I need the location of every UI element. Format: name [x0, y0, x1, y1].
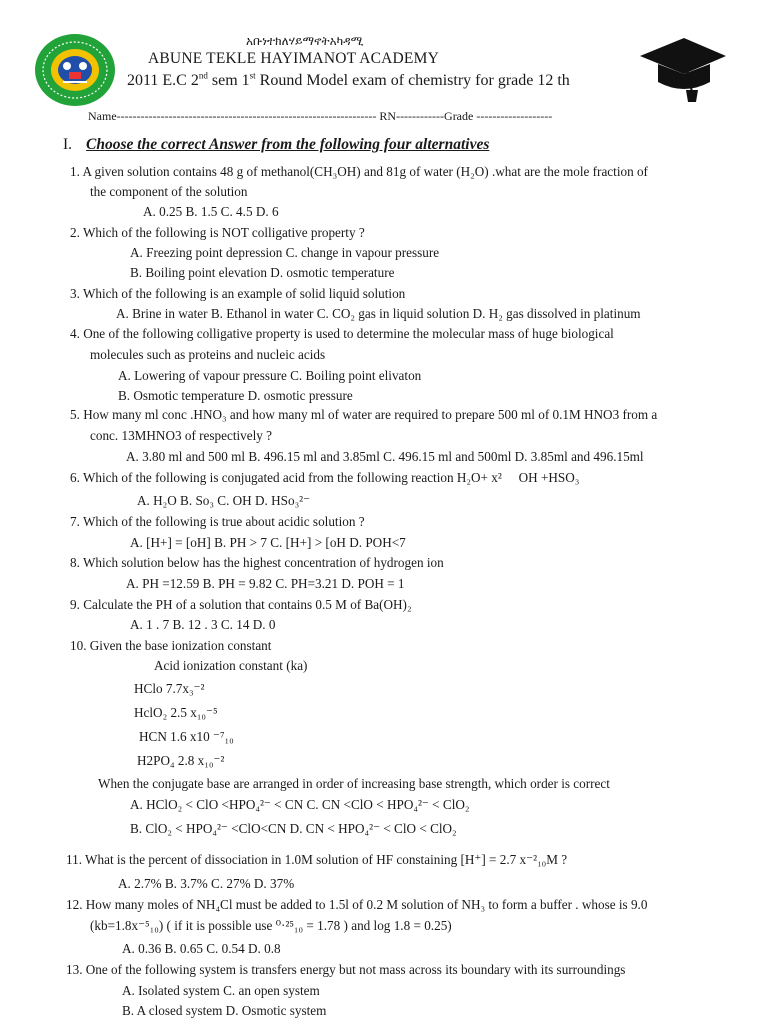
question-line: A. [H+] = [oH] B. PH > 7 C. [H+] > [oH D. POH<7 — [130, 535, 406, 550]
question-line: A. Freezing point depression C. change in vapour pressure — [130, 245, 440, 260]
question-line: (kb=1.8x⁻⁵₁₀) ( if it is possible use ⁰·²⁵₁₀ = 1.78 ) and log 1.8 = 0.25) — [90, 918, 452, 933]
question-line: H2PO₄ 2.8 x₁₀⁻² — [137, 753, 225, 768]
question-line: A. HClO₂ < ClO <HPO₄²⁻ < CN C. CN <ClO < HPO₄²⁻ < ClO₂ — [130, 797, 470, 812]
school-name-amharic: አቡነተክለሃይማኖትአካዳሚ — [246, 34, 364, 48]
question-line: 8. Which solution below has the highest concentration of hydrogen ion — [70, 555, 444, 570]
question-line: A. 1 . 7 B. 12 . 3 C. 14 D. 0 — [130, 617, 276, 632]
question-line: 1. A given solution contains 48 g of methanol(CH₃OH) and 81g of water (H₂O) .what are the mole fraction of — [70, 164, 648, 179]
question-line: 9. Calculate the PH of a solution that contains 0.5 M of Ba(OH)₂ — [70, 597, 412, 612]
question-line: 2. Which of the following is NOT colligative property ? — [70, 225, 365, 240]
question-line: When the conjugate base are arranged in order of increasing base strength, which order is correct — [98, 776, 610, 791]
question-line: HClo 7.7x₃⁻² — [134, 681, 205, 696]
section-label: I. — [63, 136, 73, 153]
question-line: B. A closed system D. Osmotic system — [122, 1003, 327, 1018]
question-line: 11. What is the percent of dissociation in 1.0M solution of HF constaining [H⁺] = 2.7 x⁻²₁₀M ? — [66, 852, 568, 867]
question-line: A. Brine in water B. Ethanol in water C. CO₂ gas in liquid solution D. H₂ gas dissolved in platinum — [116, 306, 641, 321]
section-heading — [63, 136, 489, 154]
question-line: B. ClO₂ < HPO₄²⁻ <ClO<CN D. CN < HPO₄²⁻ < ClO < ClO₂ — [130, 821, 457, 836]
school-name: ABUNE TEKLE HAYIMANOT ACADEMY — [148, 50, 439, 67]
section-instruction: Choose the correct Answer from the following four alternatives — [86, 136, 490, 153]
question-line: A. PH =12.59 B. PH = 9.82 C. PH=3.21 D. POH = 1 — [126, 576, 405, 591]
question-line: 7. Which of the following is true about acidic solution ? — [70, 514, 365, 529]
student-info-line: Name----------------------------------------------------------------- RN------------Grade ------------------- — [88, 109, 553, 123]
question-line: 4. One of the following colligative property is used to determine the molecular mass of huge biological — [70, 326, 614, 341]
question-line: HCN 1.6 x10 ⁻⁷₁₀ — [139, 729, 234, 744]
question-line: 10. Given the base ionization constant — [70, 638, 272, 653]
question-line: the component of the solution — [90, 184, 248, 199]
question-line: A. Lowering of vapour pressure C. Boiling point elivaton — [118, 368, 422, 383]
question-line: A. 0.25 B. 1.5 C. 4.5 D. 6 — [143, 204, 279, 219]
question-line: 12. How many moles of NH₄Cl must be added to 1.5l of 0.2 M solution of NH₃ to form a buffer . whose is 9.0 — [66, 897, 648, 912]
exam-title: 2011 E.C 2nd sem 1st Round Model exam of chemistry for grade 12 th — [127, 70, 570, 89]
question-line: B. Osmotic temperature D. osmotic pressure — [118, 388, 353, 403]
question-line: HclO₂ 2.5 x₁₀⁻⁵ — [134, 705, 218, 720]
school-logo-seal — [33, 32, 117, 108]
question-line: 5. How many ml conc .HNO₃ and how many ml of water are required to prepare 500 ml of 0.1M HNO3 from a — [70, 407, 658, 422]
question-line: Acid ionization constant (ka) — [154, 658, 308, 673]
question-line: B. Boiling point elevation D. osmotic temperature — [130, 265, 395, 280]
question-line: A. H₂O B. So₃ C. OH D. HSo₃²⁻ — [137, 493, 311, 508]
question-line: 6. Which of the following is conjugated acid from the following reaction H₂O+ x² ⃞ OH +HSO₃ — [70, 470, 580, 485]
question-line: molecules such as proteins and nucleic acids — [90, 347, 326, 362]
question-line: 3. Which of the following is an example of solid liquid solution — [70, 286, 406, 301]
question-line: conc. 13MHNO3 of respectively ? — [90, 428, 273, 443]
question-line: A. Isolated system C. an open system — [122, 983, 320, 998]
question-line: A. 2.7% B. 3.7% C. 27% D. 37% — [118, 876, 295, 891]
question-line: A. 0.36 B. 0.65 C. 0.54 D. 0.8 — [122, 941, 281, 956]
question-line: 13. One of the following system is transfers energy but not mass across its boundary with its surroundings — [66, 962, 626, 977]
graduation-cap-icon — [636, 30, 728, 104]
question-line: A. 3.80 ml and 500 ml B. 496.15 ml and 3.85ml C. 496.15 ml and 500ml D. 3.85ml and 496.15ml — [126, 449, 644, 464]
